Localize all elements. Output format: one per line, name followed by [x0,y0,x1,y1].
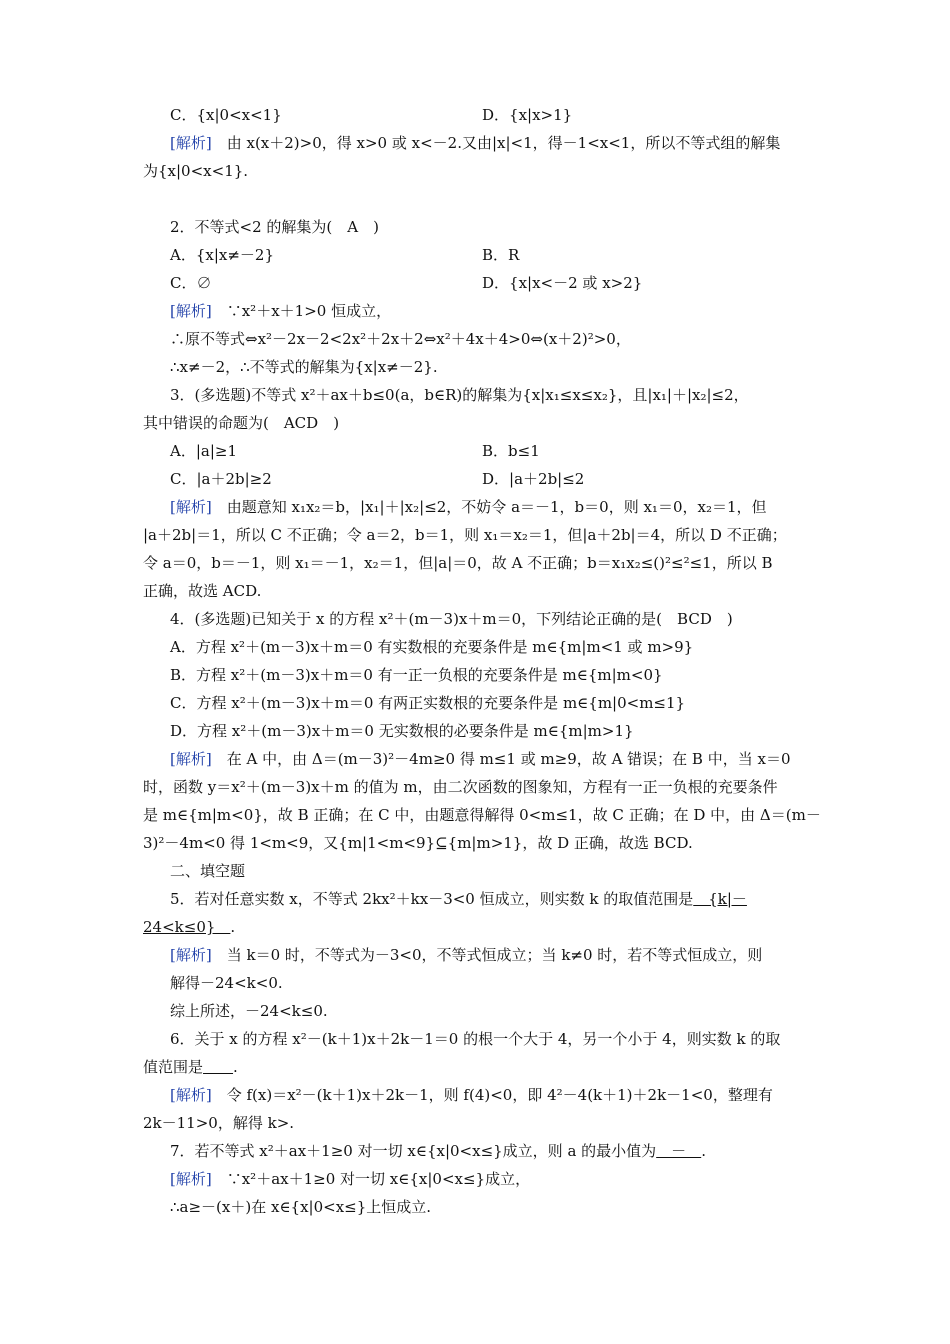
line-text: 3)²－4m<0 得 1<m<9，又{m|1<m<9}⊆{m|m>1}，故 D 正确，故选 BCD. [143,834,693,852]
line-text: 由 x(x＋2)>0，得 x>0 或 x<－2.又由|x|<1，得－1<x<1，所以不等式组的解集 [211,134,781,152]
text-line [170,438,237,465]
analysis-tag: [解析] [170,498,212,516]
line-text: A．{x|x≠－2} [170,246,275,264]
analysis-tag: [解析] [170,750,212,768]
text-line [170,746,791,773]
line-text: B．方程 x²＋(m－3)x＋m＝0 有一正一负根的充要条件是 m∈{m|m<0} [170,666,663,684]
line-text: B．R [482,246,520,264]
answer-blank: {k|－ [693,890,747,908]
text-line [143,550,772,577]
text-line [143,1054,238,1081]
line-text: 由题意知 x₁x₂＝b，|x₁|＋|x₂|≤2，不妨令 a＝－1，b＝0，则 x₁＝0，x₂＝1，但 [211,498,767,516]
line-text: ∴x≠－2，∴不等式的解集为{x|x≠－2}. [170,358,438,376]
text-line [170,970,283,997]
text-line [482,466,584,493]
line-text: D．方程 x²＋(m－3)x＋m＝0 无实数根的必要条件是 m∈{m|m>1} [170,722,634,740]
text-line [170,662,663,689]
line-text: 令 f(x)＝x²－(k＋1)x＋2k－1，则 f(4)<0，即 4²－4(k＋1)＋2k－1<0，整理有 [211,1086,773,1104]
line-text: C．方程 x²＋(m－3)x＋m＝0 有两正实数根的充要条件是 m∈{m|0<m≤1} [170,694,686,712]
text-line [143,802,821,829]
line-text: C．∅ [170,274,212,292]
text-line [170,1138,706,1165]
analysis-tag: [解析] [170,134,212,152]
line-text: 当 k＝0 时，不等式为－3<0，不等式恒成立；当 k≠0 时，若不等式恒成立，则 [211,946,763,964]
line-text: D．{x|x>1} [482,106,573,124]
line-text: 6．关于 x 的方程 x²－(k＋1)x＋2k－1＝0 的根一个大于 4，另一个小于 4，则实数 k 的取 [170,1030,781,1048]
line-text: 值范围是 [143,1058,204,1076]
text-line [170,1082,773,1109]
text-line [170,102,282,129]
answer-blank: 24<k≤0} [143,918,231,936]
text-line [170,130,780,157]
line-text: 4．(多选题)已知关于 x 的方程 x²＋(m－3)x＋m＝0，下列结论正确的是( BCD ) [170,610,733,628]
text-line [170,298,391,325]
line-text: 令 a＝0，b＝－1，则 x₁＝－1，x₂＝1，但|a|＝0，故 A 不正确；b＝x₁x₂≤()²≤²≤1，所以 B [143,554,773,572]
answer-blank: － [656,1142,702,1160]
text-line [143,578,261,605]
line-text: 正确，故选 ACD. [143,582,262,600]
line-text: 在 A 中，由 Δ＝(m－3)²－4m≥0 得 m≤1 或 m≥9，故 A 错误；在 B 中，当 x＝0 [211,750,791,768]
line-text: ∵x²＋ax＋1≥0 对一切 x∈{x|0<x≤}成立， [211,1170,531,1188]
text-line [482,242,519,269]
text-line [170,466,272,493]
text-line [170,214,379,241]
text-line [143,774,778,801]
text-line [170,718,634,745]
line-text: 其中错误的命题为( ACD ) [143,414,340,432]
text-line [143,410,339,437]
line-text: 综上所述，－24<k≤0. [170,1002,328,1020]
line-text: 2k－11>0，解得 k>. [143,1114,295,1132]
text-line [482,102,572,129]
line-text: C．|a＋2b|≥2 [170,470,272,488]
line-tail: . [230,918,236,936]
line-text: A．方程 x²＋(m－3)x＋m＝0 有实数根的充要条件是 m∈{m|m<1 或 m>9} [170,638,694,656]
text-line [170,494,767,521]
line-tail: . [233,1058,238,1076]
text-line [170,1194,431,1221]
text-line [170,998,328,1025]
text-line [143,1110,294,1137]
line-text: ∴原不等式⇔x²－2x－2<2x²＋2x＋2⇔x²＋4x＋4>0⇔(x＋2)²>0， [170,330,631,348]
line-text: 5．若对任意实数 x，不等式 2kx²＋kx－3<0 恒成立，则实数 k 的取值范围是 [170,890,694,908]
text-line [143,158,248,185]
line-text: 7．若不等式 x²＋ax＋1≥0 对一切 x∈{x|0<x≤}成立，则 a 的最小值为 [170,1142,657,1160]
text-line [170,1166,530,1193]
line-text: 二、填空题 [170,862,246,880]
line-text: 解得－24<k<0. [170,974,283,992]
line-text: ∴a≥－(x＋)在 x∈{x|0<x≤}上恒成立. [170,1198,432,1216]
line-text: 是 m∈{m|m<0}，故 B 正确；在 C 中，由题意得解得 0<m≤1，故 C 正确；在 D 中，由 Δ＝(m－ [143,806,821,824]
line-text: D．|a＋2b|≤2 [482,470,585,488]
analysis-tag: [解析] [170,302,212,320]
text-line [482,438,540,465]
text-line [170,1026,780,1053]
line-text: C．{x|0<x<1} [170,106,282,124]
text-line [170,606,733,633]
text-line [170,382,749,409]
text-line [170,690,685,717]
line-text: D．{x|x<－2 或 x>2} [482,274,643,292]
text-line [143,914,235,941]
text-line [170,242,274,269]
line-text: A．|a|≥1 [170,442,237,460]
text-line [482,270,642,297]
text-line [170,354,438,381]
text-line [170,634,693,661]
text-line [170,326,631,353]
line-text: 时，函数 y＝x²＋(m－3)x＋m 的值为 m，由二次函数的图象知，方程有一正一负根的充要条件 [143,778,778,796]
line-text: 为{x|0<x<1}. [143,162,249,180]
text-line [170,886,747,913]
text-line [143,522,787,549]
line-text: |a＋2b|＝1，所以 C 不正确；令 a＝2，b＝1，则 x₁＝x₂＝1，但|a＋2b|＝4，所以 D 不正确； [143,526,787,544]
text-line [170,942,762,969]
line-text: 3．(多选题)不等式 x²＋ax＋b≤0(a，b∈R)的解集为{x|x₁≤x≤x₂}，且|x₁|＋|x₂|≤2， [170,386,749,404]
text-line [170,270,211,297]
text-line [143,830,693,857]
line-text: ∵x²＋x＋1>0 恒成立， [211,302,392,320]
analysis-tag: [解析] [170,1170,212,1188]
line-text: B．b≤1 [482,442,540,460]
analysis-tag: [解析] [170,1086,212,1104]
text-line [170,858,245,885]
line-text: 2．不等式<2 的解集为( A ) [170,218,379,236]
answer-blank [203,1058,233,1076]
analysis-tag: [解析] [170,946,212,964]
line-tail: . [701,1142,706,1160]
